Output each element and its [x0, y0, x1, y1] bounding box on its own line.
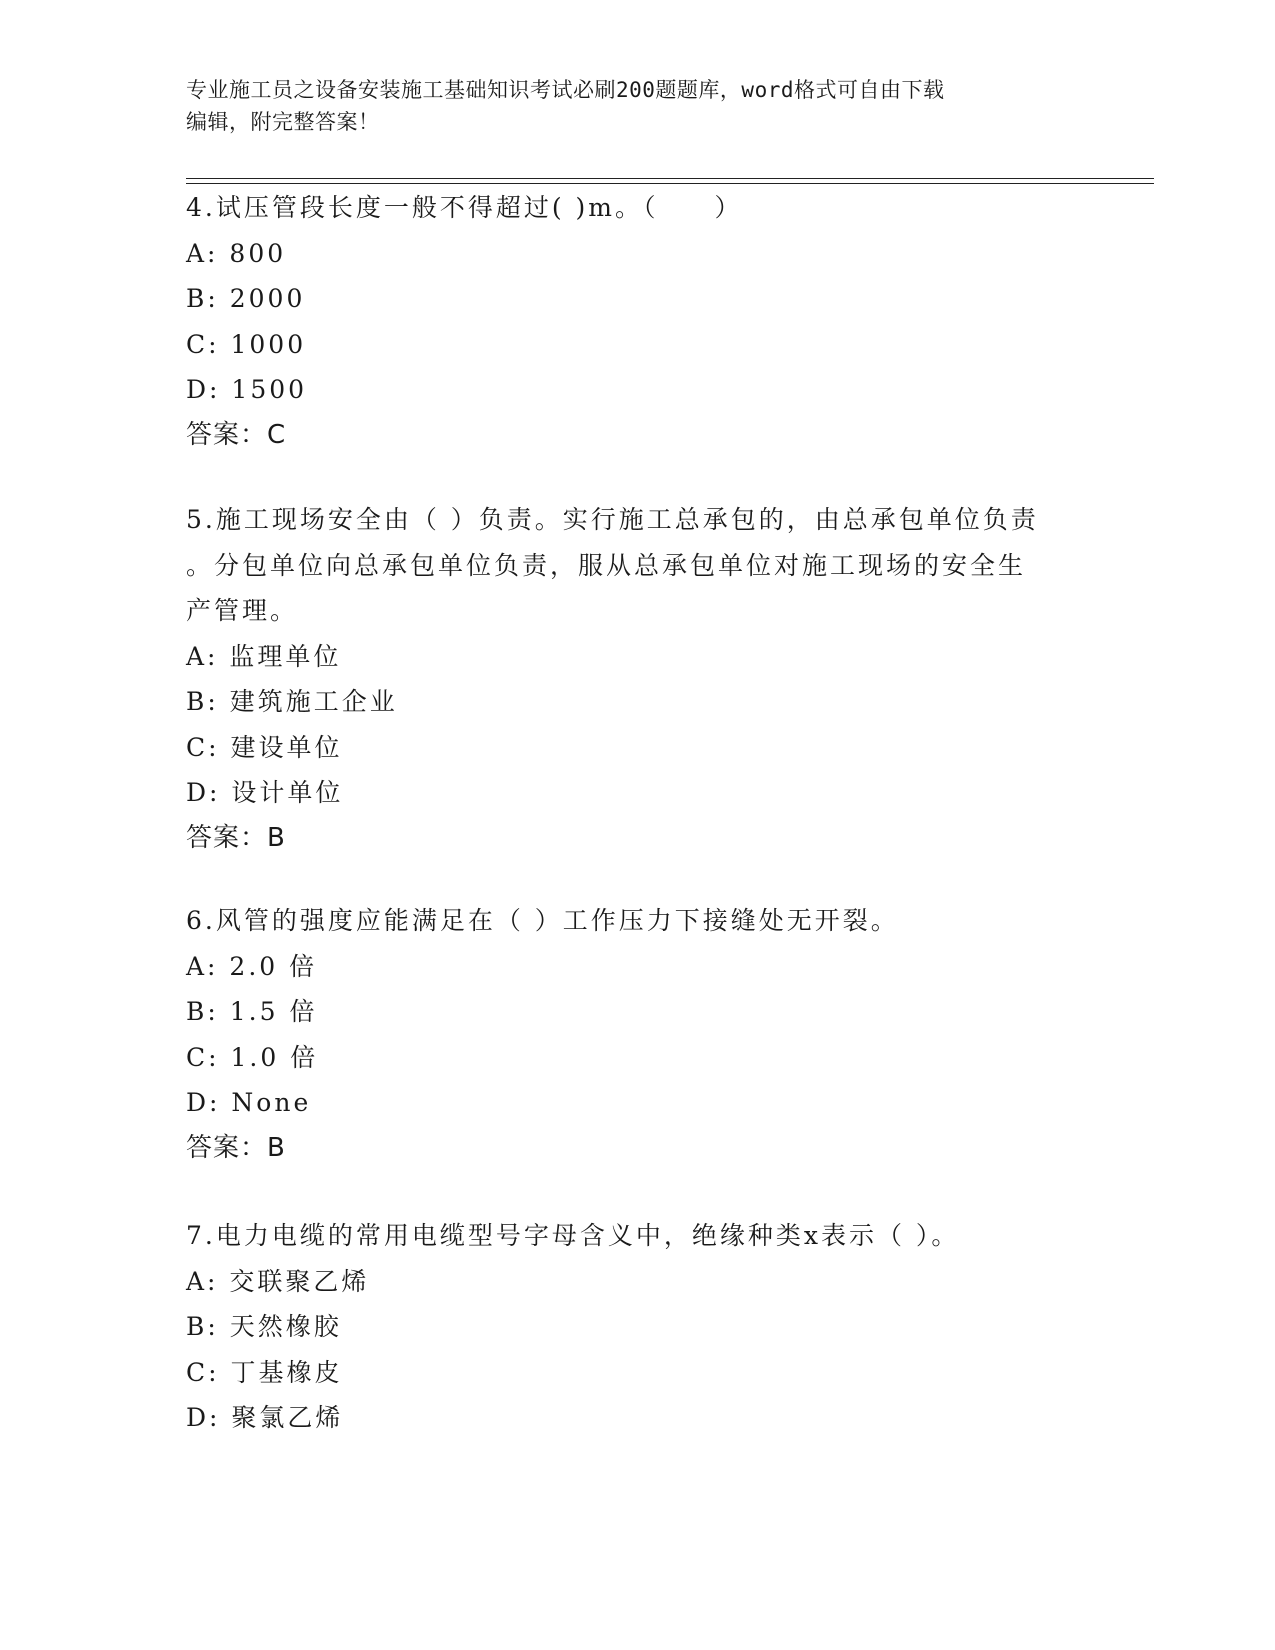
- question-7: [186, 1213, 1086, 1441]
- option-a: A: 监理单位: [186, 641, 342, 671]
- question-6: [186, 898, 1086, 1171]
- option-c: C: 建设单位: [186, 732, 343, 762]
- option-b: B: 建筑施工企业: [186, 687, 398, 716]
- option-d: D: None: [186, 1088, 312, 1117]
- question-stem: 7.电力电缆的常用电缆型号字母含义中，绝缘种类x表示（ ）。: [186, 1221, 960, 1250]
- option-c: C: 1.0 倍: [186, 1042, 319, 1072]
- question-5: [186, 497, 1086, 861]
- option-b: B: 1.5 倍: [186, 997, 318, 1026]
- question-4: [186, 185, 1086, 458]
- header-title-line-2: 编辑，附完整答案！: [186, 110, 380, 134]
- answer: 答案：B: [186, 822, 286, 853]
- answer: 答案：C: [186, 419, 287, 450]
- option-a: A: 800: [186, 238, 287, 268]
- question-stem-continued: 产管理。: [186, 596, 299, 625]
- option-c: C: 1000: [186, 329, 307, 359]
- question-stem: 5.施工现场安全由（ ）负责。实行施工总承包的，由总承包单位负责: [186, 505, 1039, 534]
- question-stem: 6.风管的强度应能满足在（ ）工作压力下接缝处无开裂。: [186, 906, 899, 935]
- option-a: A: 交联聚乙烯: [186, 1266, 370, 1296]
- question-stem-continued: 。分包单位向总承包单位负责，服从总承包单位对施工现场的安全生: [186, 550, 1027, 580]
- header-title-line-1: 专业施工员之设备安装施工基础知识考试必刷200题题库，word格式可自由下载: [186, 78, 945, 102]
- option-b: B: 天然橡胶: [186, 1312, 342, 1341]
- header-divider-top: [186, 178, 1154, 179]
- option-c: C: 丁基橡皮: [186, 1357, 343, 1387]
- option-a: A: 2.0 倍: [186, 951, 318, 981]
- header-divider-bottom: [186, 183, 1154, 184]
- option-b: B: 2000: [186, 284, 306, 313]
- answer: 答案：B: [186, 1132, 286, 1163]
- option-d: D: 设计单位: [186, 778, 344, 807]
- question-stem: 4.试压管段长度一般不得超过( )m。（ ）: [186, 193, 743, 222]
- document-header: [186, 74, 1066, 138]
- option-d: D: 聚氯乙烯: [186, 1403, 344, 1432]
- option-d: D: 1500: [186, 375, 308, 404]
